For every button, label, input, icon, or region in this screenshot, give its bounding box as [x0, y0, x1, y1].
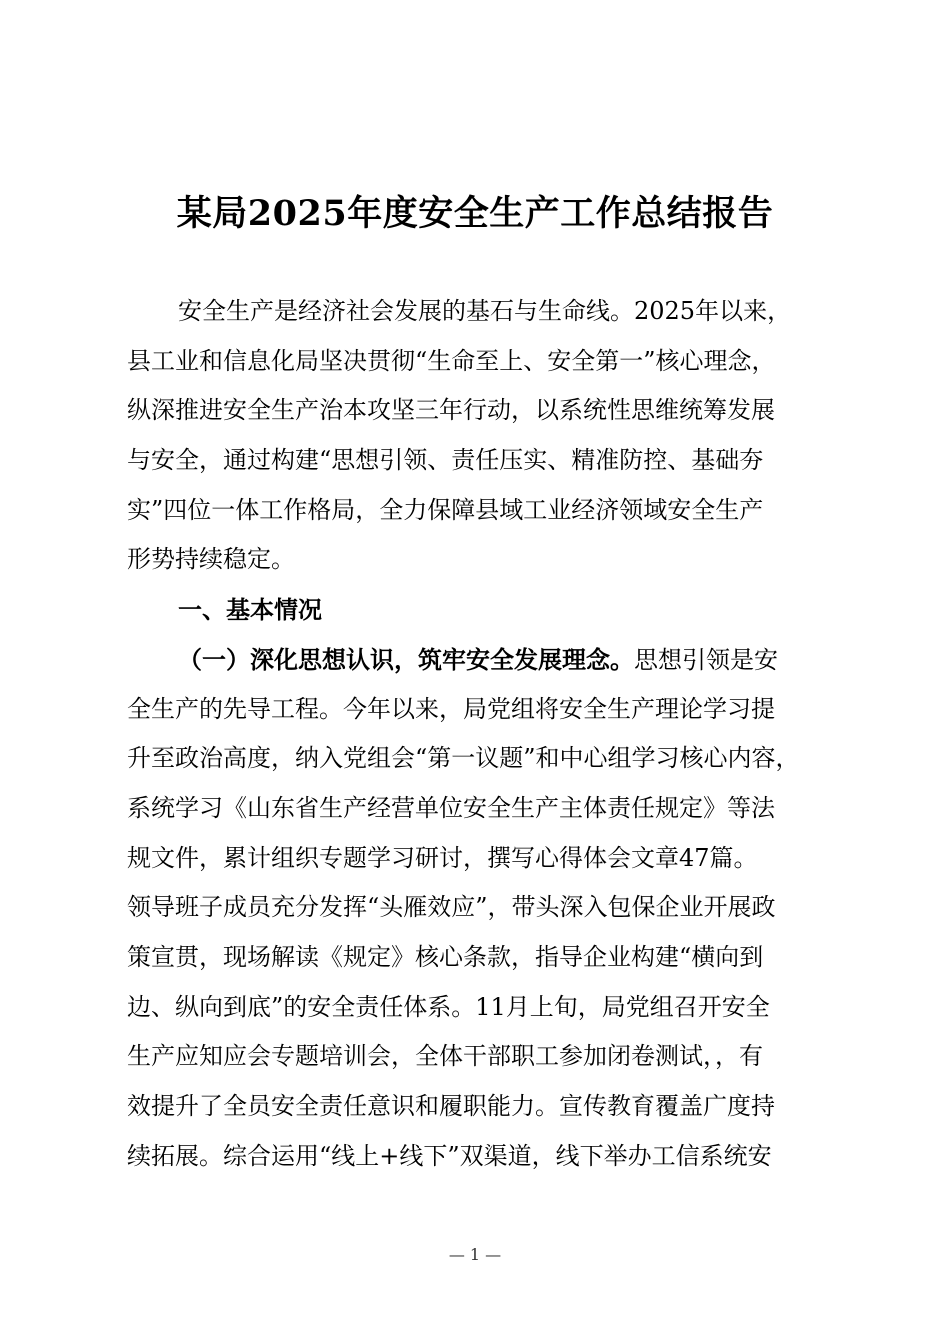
paragraph-line: 实”四位一体工作格局，全力保障县域工业经济领域安全生产 [127, 495, 764, 524]
paragraph-line: 安全生产是经济社会发展的基石与生命线。2025年以来， [178, 297, 792, 325]
paragraph-line: 县工业和信息化局坚决贯彻“生命至上、安全第一”核心理念， [127, 346, 776, 375]
document-title: 某局2025年度安全生产工作总结报告 [176, 193, 774, 234]
paragraph-line: 与安全，通过构建“思想引领、责任压实、精准防控、基础夯 [127, 446, 764, 475]
subsection-heading-line [127, 635, 827, 685]
section-heading: 一、基本情况 [178, 595, 322, 625]
paragraph-line: 生产应知应会专题培训会，全体干部职工参加闭卷测试，，有 [127, 1042, 763, 1071]
document-body [127, 287, 827, 1181]
subsection-heading: （一）深化思想认识，筑牢安全发展理念。 [178, 644, 634, 674]
paragraph-line: 系统学习《山东省生产经营单位安全生产主体责任规定》等法 [127, 793, 775, 822]
paragraph-line: 形势持续稳定。 [127, 545, 295, 574]
paragraph-line: 升至政治高度，纳入党组会“第一议题”和中心组学习核心内容， [127, 744, 800, 773]
paragraph-line: 策宣贯，现场解读《规定》核心条款，指导企业构建“横向到 [127, 942, 764, 971]
paragraph-line: 规文件，累计组织专题学习研讨，撰写心得体会文章47篇。 [127, 843, 758, 872]
paragraph-line: 纵深推进安全生产治本攻坚三年行动，以系统性思维统筹发展 [127, 396, 775, 425]
paragraph-text: 思想引领是安 [634, 645, 778, 674]
paragraph-line: 全生产的先导工程。今年以来，局党组将安全生产理论学习提 [127, 694, 775, 723]
paragraph-line: 续拓展。综合运用“线上+线下”双渠道，线下举办工信系统安 [127, 1141, 772, 1170]
paragraph-line: 效提升了全员安全责任意识和履职能力。宣传教育覆盖广度持 [127, 1092, 775, 1120]
paragraph-line: 边、纵向到底”的安全责任体系。11月上旬，局党组召开安全 [127, 992, 770, 1021]
page-number: — 1 — [448, 1245, 502, 1264]
paragraph-line: 领导班子成员充分发挥“头雁效应”，带头深入包保企业开展政 [127, 893, 776, 922]
